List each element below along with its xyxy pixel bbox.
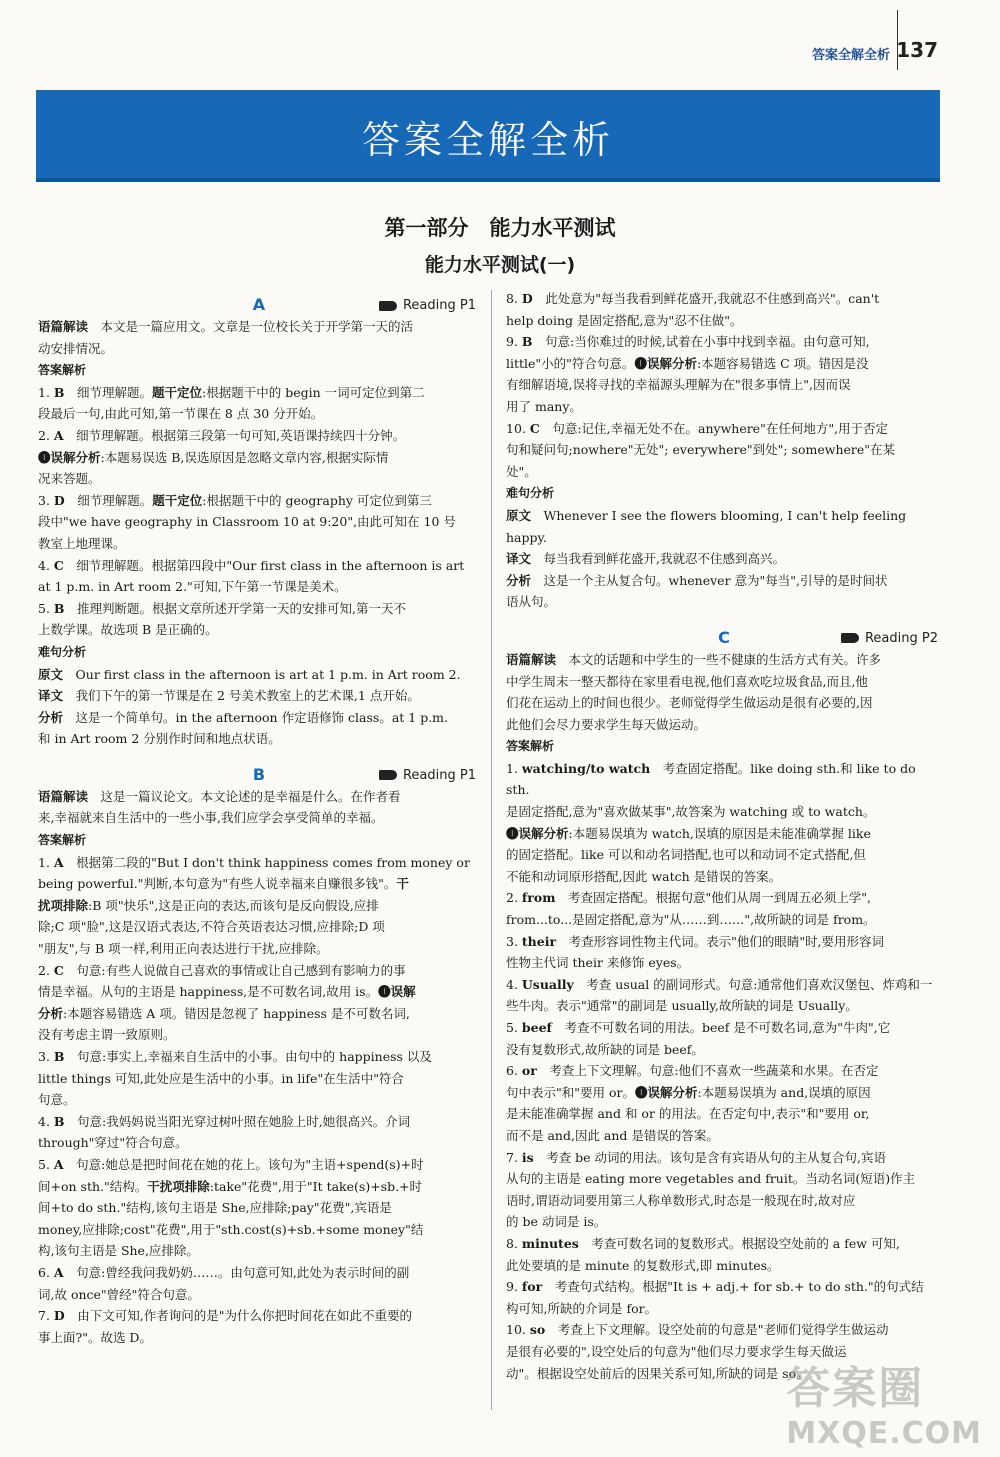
passage-c-letter: C	[718, 627, 730, 647]
pointing-hand-icon	[841, 633, 859, 643]
text-line: 分析:本题容易错选 A 项。错因是忽视了 happiness 是不可数名词,	[38, 1005, 410, 1021]
text-line: 8. D 此处意为"每当我看到鲜花盛开,我就忍不住感到高兴"。can't	[506, 291, 880, 306]
text-line: 7. is 考查 be 动词的用法。该句是含有宾语从句的主从复合句,宾语	[506, 1149, 887, 1165]
text-line: little"小的"符合句意。❶误解分析:本题容易错选 C 项。错因是没	[506, 355, 869, 371]
text-line: 此他们会尽力要求学生每天做运动。	[506, 716, 707, 732]
text-line: help doing 是固定搭配,意为"忍不住做"。	[506, 312, 743, 328]
text-line: little things 可知,此处应是生活中的小事。in life"在生活中"符合	[38, 1070, 404, 1086]
passage-b-header	[38, 762, 480, 786]
text-line: 4. Usually 考查 usual 的副词形式。句意:通常他们喜欢汉堡包、炸鸡和一	[506, 976, 933, 992]
text-line: 的固定搭配。like 可以和动名词搭配,也可以和动词不定式搭配,但	[506, 847, 866, 863]
text-line: 构可知,所缺的介词是 for。	[506, 1300, 658, 1316]
text-line: 1. A 根据第二段的"But I don't think happiness comes from money or	[38, 854, 470, 870]
text-line: 的 be 动词是 is。	[506, 1214, 607, 1230]
text-line: 用了 many。	[506, 398, 582, 414]
text-line: ❶误解分析:本题易误填为 watch,误填的原因是未能准确掌握 like	[506, 825, 871, 841]
text-line: 们花在运动上的时间也很少。老师觉得学生做运动是很有必要的,因	[506, 695, 873, 711]
watermark-logo: 答案圈	[786, 1363, 925, 1414]
text-line: 分析 这是一个主从复合句。whenever 意为"每当",引导的是时间状	[506, 572, 888, 588]
text-line: 1. watching/to watch 考查固定搭配。like doing sth.和 like to do sth.	[506, 760, 916, 798]
text-line: 教室上地理课。	[38, 535, 126, 551]
text-line: 2. from 考查固定搭配。根据句意"他们从周一到周五必须上学",	[506, 890, 871, 906]
text-line: 3. B 句意:事实上,幸福来自生活中的小事。由句中的 happiness 以及	[38, 1049, 432, 1064]
text-line: 和 in Art room 2 分别作时间和地点状语。	[38, 731, 281, 747]
text-line: 3. their 考查形容词性物主代词。表示"他们的眼睛"时,要用形容词	[506, 933, 885, 949]
page-header	[0, 0, 1000, 88]
title-banner: 答案全解全析	[36, 90, 940, 182]
text-line: 来,幸福就来自生活中的一些小事,我们应学会享受简单的幸福。	[38, 810, 384, 826]
text-line: 6. or 考查上下文理解。句意:他们不喜欢一些蔬菜和水果。在否定	[506, 1063, 879, 1079]
text-line: 处"。	[506, 463, 537, 479]
text-line: 不能和动词原形搭配,因此 watch 是错误的答案。	[506, 868, 782, 884]
reading-ref-a: Reading P1	[379, 295, 476, 317]
text-line: 2. A 细节理解题。根据第三段第一句可知,英语课持续四十分钟。	[38, 427, 406, 443]
text-line: 是很有必要的",设空处后的句意为"他们尽力要求学生每天做运	[506, 1343, 847, 1359]
text-line: 扰项排除:B 项"快乐",这是正向的表达,而该句是反向假设,应排	[38, 897, 379, 913]
text-line: 语篇解读 本文的话题和中学生的一些不健康的生活方式有关。许多	[506, 651, 882, 667]
passage-b-body	[38, 786, 480, 1348]
text-line: 句和疑问句;nowhere"无处"; everywhere"到处"; somewhere"在某	[506, 442, 896, 458]
passage-a-body	[38, 316, 480, 750]
text-line: 段最后一句,由此可知,第一节课在 8 点 30 分开始。	[38, 406, 324, 422]
text-line: 语从句。	[506, 594, 557, 610]
right-column	[506, 288, 942, 1384]
text-line: ❶误解分析:本题易误选 B,误选原因是忽略文章内容,根据实际情	[38, 449, 389, 465]
text-line: 没有考虑主谓一致原则。	[38, 1027, 176, 1043]
passage-c-body	[506, 649, 942, 1384]
test-title: 能力水平测试(一)	[424, 254, 576, 276]
text-line: 答案解析	[38, 363, 87, 378]
part-title: 第一部分 能力水平测试	[384, 216, 616, 240]
text-line: 间+on sth."结构。干扰项排除:take"花费",用于"It take(s)+sb.+时	[38, 1178, 423, 1194]
text-line: 答案解析	[506, 739, 555, 754]
text-line: 此处要填的是 minute 的复数形式,即 minutes。	[506, 1257, 780, 1273]
text-line: 分析 这是一个简单句。in the afternoon 作定语修饰 class。at 1 p.m.	[38, 709, 449, 725]
text-line: 是固定搭配,意为"喜欢做某事",故答案为 watching 或 to watch。	[506, 804, 876, 820]
text-line: 原文 Whenever I see the flowers blooming, I can't help feeling happy.	[506, 507, 907, 545]
text-line: 中学生周末一整天都待在家里看电视,他们喜欢吃垃圾食品,而且,他	[506, 673, 868, 689]
text-line: 10. C 句意:记住,幸福无处不在。anywhere"在任何地方",用于否定	[506, 420, 889, 436]
passage-b-continued	[506, 288, 942, 613]
text-line: 答案解析	[38, 833, 87, 848]
text-line: 没有复数形式,故所缺的词是 beef。	[506, 1041, 704, 1057]
text-line: 构,该句主语是 She,应排除。	[38, 1243, 199, 1259]
text-line: money,应排除;cost"花费",用于"sth.cost(s)+sb.+some money"结	[38, 1221, 424, 1237]
text-line: 4. C 细节理解题。根据第四段中"Our first class in the afternoon is art	[38, 557, 465, 573]
text-line: "朋友",与 B 项一样,利用正向表达进行干扰,应排除。	[38, 941, 329, 957]
text-line: 译文 每当我看到鲜花盛开,我就忍不住感到高兴。	[506, 551, 785, 567]
text-line: 7. D 由下文可知,作者询问的是"为什么你把时间花在如此不重要的	[38, 1308, 412, 1324]
text-line: 3. D 细节理解题。题干定位:根据题干中的 geography 可定位到第三	[38, 492, 432, 508]
text-line: through"穿过"符合句意。	[38, 1135, 188, 1151]
pointing-hand-icon	[379, 301, 397, 311]
text-line: 词,故 once"曾经"符合句意。	[38, 1286, 200, 1302]
text-line: 4. B 句意:我妈妈说当阳光穿过树叶照在她脸上时,她很高兴。介词	[38, 1113, 411, 1129]
left-column	[38, 288, 480, 1348]
text-line: 间+to do sth."结构,该句主语是 She,应排除;pay"花费",宾语是	[38, 1200, 392, 1216]
text-line: 语篇解读 这是一篇议论文。本文论述的是幸福是什么。在作者看	[38, 788, 401, 804]
text-line: 语篇解读 本文是一篇应用文。文章是一位校长关于开学第一天的活	[38, 319, 414, 334]
page-number: 137	[896, 38, 938, 62]
text-line: 6. A 句意:曾经我问我奶奶……。由句意可知,此处为表示时间的副	[38, 1264, 410, 1280]
text-line: 句中表示"和"要用 or。❶误解分析:本题易误填为 and,误填的原因	[506, 1084, 871, 1100]
passage-a-header	[38, 292, 480, 316]
text-line: being powerful."判断,本句意为"有些人说幸福来自赚很多钱"。干	[38, 876, 409, 892]
passage-a-letter: A	[252, 295, 266, 314]
text-line: 动安排情况。	[38, 340, 114, 356]
text-line: 5. A 句意:她总是把时间花在她的花上。该句为"主语+spend(s)+时	[38, 1156, 424, 1172]
text-line: at 1 p.m. in Art room 2."可知,下午第一节课是美术。	[38, 579, 347, 595]
watermark-url: MXQE.COM	[786, 1416, 982, 1451]
text-line: 是未能准确掌握 and 和 or 的用法。在否定句中,表示"和"要用 or,	[506, 1106, 870, 1122]
text-line: 5. B 推理判断题。根据文章所述开学第一天的安排可知,第一天不	[38, 600, 406, 616]
header-tag: 答案全解全析	[811, 48, 890, 63]
text-line: 语时,谓语动词要用第三人称单数形式,时态是一般现在时,故对应	[506, 1192, 856, 1208]
text-line: 动"。根据设空处前后的因果关系可知,所缺的词是 so。	[506, 1365, 809, 1381]
passage-c-header	[506, 625, 942, 649]
text-line: 9. B 句意:当你难过的时候,试着在小事中找到幸福。由句意可知,	[506, 334, 870, 350]
text-line: 原文 Our first class in the afternoon is art at 1 p.m. in Art room 2.	[38, 666, 461, 682]
text-line: 5. beef 考查不可数名词的用法。beef 是不可数名词,意为"牛肉",它	[506, 1020, 891, 1035]
text-line: 些牛肉。表示"通常"的副词是 usually,故所缺的词是 Usually。	[506, 998, 858, 1014]
text-line: 段中"we have geography in Classroom 10 at 9:20",由此可知在 10 号	[38, 514, 456, 530]
text-line: 10. so 考查上下文理解。设空处前的句意是"老师们觉得学生做运动	[506, 1322, 889, 1338]
watermark	[786, 1352, 982, 1451]
text-line: 难句分析	[38, 644, 87, 659]
text-line: 译文 我们下午的第一节课是在 2 号美术教室上的艺术课,1 点开始。	[38, 688, 420, 704]
text-line: 上数学课。故选项 B 是正确的。	[38, 622, 218, 638]
text-line: 1. B 细节理解题。题干定位:根据题干中的 begin 一词可定位到第二	[38, 384, 425, 400]
reading-ref-c: Reading P2	[841, 628, 938, 650]
reading-ref-b: Reading P1	[379, 765, 476, 787]
passage-b-letter: B	[252, 764, 266, 784]
pointing-hand-icon	[379, 770, 397, 780]
text-line: 2. C 句意:有些人说做自己喜欢的事情或让自己感到有影响力的事	[38, 962, 406, 978]
text-line: 难句分析	[506, 486, 555, 501]
text-line: 9. for 考查句式结构。根据"It is + adj.+ for sb.+ to do sth."的句式结	[506, 1279, 924, 1295]
column-divider	[491, 290, 492, 1410]
text-line: 8. minutes 考查可数名词的复数形式。根据设空处前的 a few 可知,	[506, 1235, 900, 1251]
text-line: 事上面?"。故选 D。	[38, 1329, 152, 1345]
text-line: 而不是 and,因此 and 是错误的答案。	[506, 1127, 719, 1143]
text-line: 除;C 项"脸",这是汉语式表达,不符合英语表达习惯,应排除;D 项	[38, 919, 385, 935]
text-line: 况来答题。	[38, 471, 101, 487]
text-line: 句意。	[38, 1092, 76, 1108]
text-line: from...to...是固定搭配,意为"从……到……",故所缺的词是 from。	[506, 912, 876, 928]
text-line: 性物主代词 their 来修饰 eyes。	[506, 955, 690, 971]
text-line: 从句的主语是 eating more vegetables and fruit。当动名词(短语)作主	[506, 1171, 916, 1187]
text-line: 情是幸福。从句的主语是 happiness,是不可数名词,故用 is。❶误解	[38, 984, 416, 1000]
text-line: 有细解语境,误将寻找的幸福源头理解为在"很多事情上",因而误	[506, 377, 851, 393]
